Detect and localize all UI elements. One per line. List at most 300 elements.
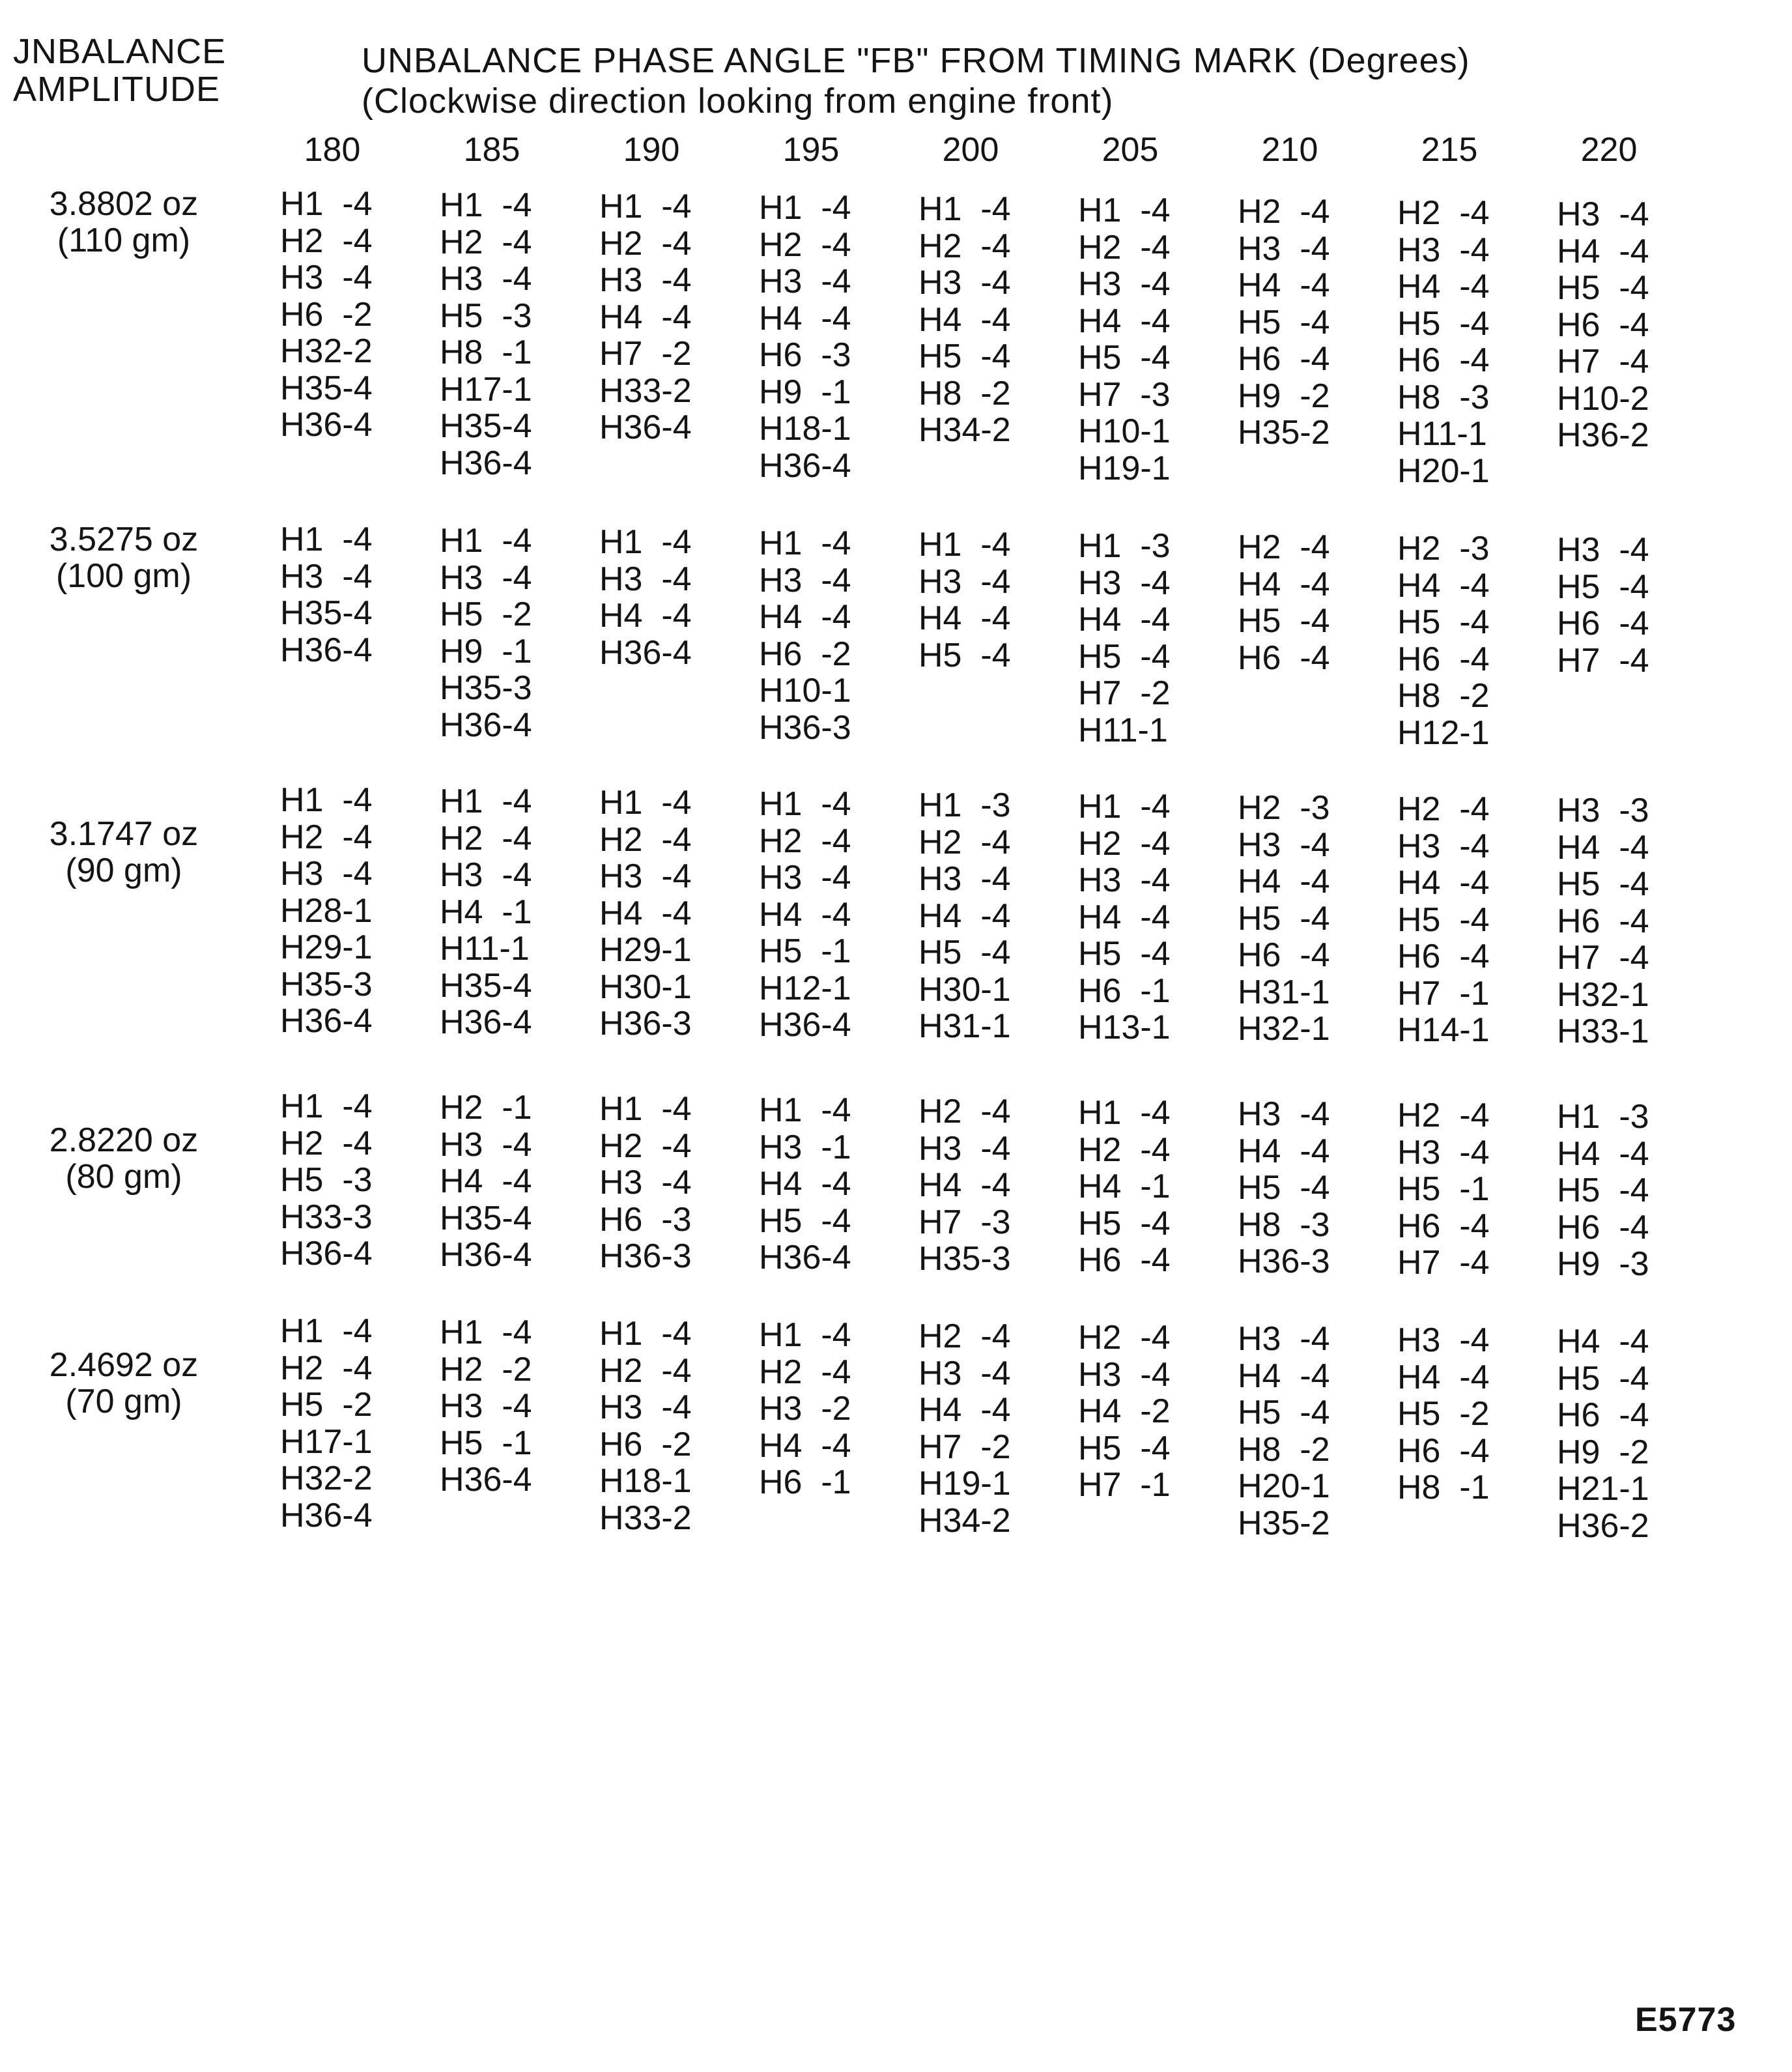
weight-entry: H2 -3: [1238, 789, 1330, 827]
weight-entry: H35-4: [440, 966, 532, 1005]
weight-entry: H32-2: [280, 1460, 373, 1497]
weight-entry: H1 -4: [759, 1316, 851, 1354]
weight-entry: H3 -4: [280, 855, 373, 893]
amplitude-oz: 3.1747 oz: [49, 815, 199, 853]
amplitude-label: [20, 186, 228, 259]
weight-entry: H6 -1: [1078, 971, 1171, 1010]
weight-entry: H6 -3: [599, 1200, 692, 1239]
weight-entry: H5 -4: [1238, 303, 1330, 341]
weight-entry: H6 -2: [759, 635, 851, 673]
weight-cell: [1078, 528, 1171, 749]
weight-entry: H6 -4: [1397, 938, 1490, 975]
weight-entry: H36-4: [280, 1496, 373, 1534]
weight-entry: H6 -4: [1557, 1208, 1649, 1246]
weight-cell: [759, 525, 851, 746]
weight-entry: H3 -4: [1238, 826, 1330, 864]
weight-entry: H36-3: [1238, 1243, 1330, 1280]
weight-cell: [1557, 532, 1649, 679]
weight-entry: H4 -4: [1238, 565, 1330, 603]
weight-entry: H4 -4: [1238, 863, 1330, 900]
weight-cell: [1397, 530, 1490, 751]
weight-entry: H32-1: [1557, 975, 1649, 1014]
weight-entry: H36-4: [440, 1236, 532, 1274]
weight-entry: H9 -3: [1557, 1245, 1649, 1283]
weight-entry: H5 -2: [1397, 1395, 1490, 1433]
angle-header: 200: [942, 131, 999, 169]
weight-entry: H1 -4: [599, 784, 692, 822]
weight-cell: [1557, 792, 1649, 1050]
phase-angle-title: [362, 40, 1470, 121]
weight-entry: H3 -4: [918, 1354, 1011, 1392]
weight-entry: H4 -4: [1557, 232, 1649, 270]
weight-entry: H3 -4: [1557, 531, 1649, 569]
weight-entry: H1 -3: [918, 786, 1011, 824]
weight-entry: H4 -4: [599, 894, 692, 932]
weight-entry: H21-1: [1557, 1470, 1649, 1508]
weight-entry: H4 -4: [759, 1165, 851, 1203]
weight-entry: H3 -4: [1238, 229, 1330, 268]
weight-cell: [280, 186, 373, 444]
weight-entry: H5 -4: [1397, 603, 1490, 641]
weight-entry: H5 -4: [1557, 568, 1649, 606]
weight-entry: H4 -4: [1397, 864, 1490, 902]
weight-entry: H3 -4: [759, 561, 851, 599]
weight-entry: H9 -2: [1238, 377, 1330, 415]
weight-cell: [1238, 529, 1330, 676]
weight-entry: H17-1: [280, 1422, 373, 1461]
weight-entry: H6 -4: [1397, 1432, 1490, 1470]
weight-entry: H8 -1: [440, 334, 532, 371]
weight-entry: H2 -4: [1238, 193, 1330, 231]
weight-entry: H1 -4: [918, 190, 1011, 228]
weight-entry: H5 -4: [918, 636, 1011, 674]
weight-entry: H3 -4: [1078, 265, 1171, 303]
weight-entry: H3 -4: [918, 1129, 1011, 1168]
weight-entry: H3 -4: [440, 1125, 532, 1164]
weight-entry: H12-1: [759, 969, 851, 1007]
phase-title-line1: UNBALANCE PHASE ANGLE "FB" FROM TIMING MARK (Degrees): [362, 41, 1470, 80]
angle-header: 205: [1102, 131, 1159, 169]
weight-entry: H33-2: [599, 371, 692, 410]
weight-entry: H32-1: [1238, 1010, 1330, 1048]
weight-entry: H3 -4: [1078, 1355, 1171, 1394]
weight-entry: H1 -3: [1078, 527, 1171, 565]
weight-entry: H1 -4: [1078, 1094, 1171, 1132]
weight-entry: H1 -4: [280, 521, 373, 558]
weight-cell: [918, 1093, 1011, 1278]
phase-title-line2: (Clockwise direction looking from engine front): [362, 81, 1114, 121]
weight-entry: H12-1: [1397, 713, 1490, 752]
weight-entry: H5 -4: [1078, 637, 1171, 676]
weight-entry: H4 -4: [1078, 302, 1171, 340]
weight-cell: [759, 1317, 851, 1501]
weight-entry: H5 -3: [280, 1161, 373, 1199]
weight-entry: H28-1: [280, 891, 373, 930]
weight-entry: H4 -4: [1557, 1323, 1649, 1360]
weight-cell: [918, 191, 1011, 449]
weight-entry: H29-1: [280, 928, 373, 966]
weight-entry: H4 -4: [759, 299, 851, 338]
weight-entry: H13-1: [1078, 1009, 1171, 1046]
weight-entry: H4 -1: [1078, 1168, 1171, 1205]
weight-entry: H4 -4: [918, 1166, 1011, 1204]
weight-entry: H3 -1: [759, 1128, 851, 1166]
weight-entry: H2 -4: [1078, 1319, 1171, 1357]
weight-entry: H2 -3: [1397, 530, 1490, 568]
weight-entry: H2 -4: [1078, 228, 1171, 266]
weight-entry: H4 -4: [1238, 1357, 1330, 1395]
weight-entry: H3 -4: [1078, 564, 1171, 602]
weight-cell: [599, 1316, 692, 1536]
weight-entry: H5 -4: [1238, 1169, 1330, 1207]
weight-entry: H7 -4: [1557, 641, 1649, 680]
weight-entry: H10-2: [1557, 379, 1649, 418]
weight-entry: H19-1: [1078, 449, 1171, 487]
weight-entry: H2 -4: [1397, 1097, 1490, 1134]
weight-entry: H30-1: [599, 968, 692, 1006]
amplitude-column-title: [13, 33, 226, 108]
weight-entry: H1 -4: [759, 189, 851, 227]
weight-entry: H2 -4: [280, 1124, 373, 1162]
weight-entry: H35-2: [1238, 1504, 1330, 1542]
weight-entry: H4 -4: [1238, 1132, 1330, 1170]
weight-entry: H18-1: [599, 1462, 692, 1500]
weight-entry: H4 -4: [1078, 898, 1171, 936]
weight-entry: H5 -4: [918, 934, 1011, 971]
weight-entry: H1 -4: [440, 522, 532, 560]
weight-entry: H5 -1: [759, 932, 851, 970]
weight-entry: H35-4: [280, 369, 373, 407]
weight-entry: H2 -4: [599, 1127, 692, 1165]
weight-entry: H10-1: [1078, 412, 1171, 450]
weight-entry: H4 -4: [759, 598, 851, 636]
weight-entry: H5 -4: [1397, 900, 1490, 939]
weight-entry: H3 -4: [440, 558, 532, 597]
weight-entry: H1 -3: [1557, 1098, 1649, 1136]
weight-entry: H3 -4: [759, 263, 851, 300]
weight-cell: [1078, 1095, 1171, 1279]
weight-entry: H1 -4: [280, 1312, 373, 1350]
weight-entry: H3 -4: [918, 264, 1011, 302]
weight-entry: H1 -4: [280, 781, 373, 819]
weight-entry: H6 -1: [759, 1463, 851, 1501]
weight-entry: H19-1: [918, 1465, 1011, 1503]
weight-entry: H4 -4: [918, 300, 1011, 339]
amplitude-gm: (80 gm): [65, 1158, 182, 1196]
weight-entry: H7 -1: [1397, 974, 1490, 1013]
weight-entry: H4 -4: [918, 1391, 1011, 1429]
weight-entry: H33-2: [599, 1499, 692, 1537]
weight-entry: H1 -4: [599, 1090, 692, 1128]
angle-header: 185: [463, 131, 520, 169]
weight-entry: H4 -4: [918, 897, 1011, 935]
weight-entry: H2 -4: [599, 1351, 692, 1390]
weight-cell: [440, 783, 532, 1041]
angle-header: 210: [1261, 131, 1318, 169]
weight-entry: H1 -4: [1078, 192, 1171, 229]
weight-entry: H14-1: [1397, 1011, 1490, 1049]
weight-entry: H1 -4: [440, 1314, 532, 1351]
weight-cell: [440, 523, 532, 743]
weight-cell: [280, 1088, 373, 1273]
weight-entry: H17-1: [440, 370, 532, 409]
weight-entry: H2 -4: [759, 1353, 851, 1391]
weight-cell: [759, 786, 851, 1044]
weight-cell: [599, 784, 692, 1043]
weight-entry: H2 -4: [280, 222, 373, 260]
weight-entry: H3 -4: [1397, 231, 1490, 269]
weight-entry: H3 -4: [1238, 1095, 1330, 1133]
weight-entry: H5 -1: [440, 1424, 532, 1462]
weight-entry: H4 -2: [1078, 1392, 1171, 1430]
amplitude-gm: (100 gm): [55, 557, 192, 595]
weight-cell: [1397, 195, 1490, 489]
weight-cell: [1557, 196, 1649, 454]
weight-cell: [440, 1314, 532, 1499]
weight-entry: H1 -4: [599, 188, 692, 225]
weight-entry: H1 -4: [1078, 788, 1171, 826]
weight-entry: H8 -2: [1397, 677, 1490, 715]
weight-entry: H2 -4: [599, 820, 692, 859]
weight-entry: H36-4: [759, 1239, 851, 1276]
weight-entry: H32-2: [280, 332, 373, 370]
weight-entry: H3 -4: [599, 857, 692, 895]
weight-entry: H18-1: [759, 410, 851, 448]
amplitude-label: [20, 521, 228, 594]
weight-cell: [1238, 790, 1330, 1048]
weight-entry: H36-4: [280, 1235, 373, 1273]
weight-entry: H2 -4: [918, 823, 1011, 861]
weight-entry: H9 -2: [1557, 1433, 1649, 1471]
weight-entry: H3 -4: [280, 259, 373, 296]
weight-cell: [1397, 1097, 1490, 1282]
weight-entry: H11-1: [440, 930, 530, 968]
weight-entry: H4 -4: [1397, 268, 1490, 306]
weight-entry: H4 -1: [440, 893, 532, 931]
weight-cell: [1557, 1099, 1649, 1283]
weight-entry: H3 -2: [759, 1390, 851, 1428]
weight-entry: H36-4: [759, 1006, 851, 1044]
weight-entry: H2 -4: [280, 1349, 373, 1387]
weight-entry: H4 -4: [1078, 601, 1171, 639]
weight-entry: H36-3: [759, 708, 851, 747]
weight-entry: H3 -4: [599, 560, 692, 598]
weight-entry: H7 -4: [1557, 939, 1649, 977]
weight-entry: H3 -4: [1238, 1320, 1330, 1358]
weight-entry: H35-4: [440, 1199, 532, 1237]
weight-entry: H6 -3: [759, 336, 851, 374]
weight-entry: H30-1: [918, 970, 1011, 1009]
angle-header: 180: [304, 131, 361, 169]
weight-entry: H7 -1: [1078, 1466, 1171, 1504]
weight-cell: [1078, 192, 1171, 487]
weight-entry: H36-4: [280, 406, 373, 444]
weight-entry: H8 -1: [1397, 1469, 1490, 1506]
weight-entry: H34-2: [918, 411, 1011, 449]
weight-entry: H7 -3: [1078, 375, 1171, 414]
weight-entry: H1 -4: [280, 185, 373, 223]
weight-entry: H5 -4: [1557, 1172, 1649, 1209]
weight-entry: H5 -4: [1078, 1204, 1171, 1243]
weight-entry: H36-4: [599, 633, 692, 672]
weight-entry: H6 -4: [1238, 936, 1330, 974]
weight-entry: H2 -4: [440, 223, 532, 261]
weight-entry: H5 -4: [1078, 339, 1171, 377]
weight-entry: H2 -4: [918, 1093, 1011, 1130]
weight-cell: [1078, 788, 1171, 1046]
weight-entry: H36-4: [440, 706, 532, 744]
weight-entry: H34-2: [918, 1501, 1011, 1540]
weight-entry: H33-3: [280, 1198, 373, 1236]
weight-entry: H6 -4: [1238, 340, 1330, 378]
weight-entry: H3 -4: [759, 859, 851, 897]
weight-entry: H6 -4: [1397, 640, 1490, 678]
weight-entry: H4 -4: [440, 1162, 532, 1200]
weight-entry: H8 -2: [918, 374, 1011, 412]
weight-entry: H8 -3: [1238, 1205, 1330, 1244]
weight-entry: H35-3: [918, 1240, 1011, 1278]
weight-entry: H4 -4: [1397, 566, 1490, 605]
amplitude-title-line2: AMPLITUDE: [13, 70, 221, 109]
weight-cell: [280, 521, 373, 669]
weight-entry: H4 -4: [1238, 266, 1330, 304]
weight-entry: H3 -4: [1078, 861, 1171, 899]
weight-entry: H1 -4: [759, 1091, 851, 1129]
amplitude-oz: 3.5275 oz: [49, 521, 199, 558]
weight-entry: H36-4: [440, 1003, 532, 1041]
weight-cell: [759, 1092, 851, 1276]
weight-cell: [440, 1089, 532, 1274]
weight-entry: H2 -4: [1078, 1130, 1171, 1169]
weight-entry: H35-3: [440, 669, 532, 707]
weight-entry: H3 -4: [1557, 195, 1649, 233]
weight-entry: H3 -4: [440, 1387, 532, 1425]
amplitude-oz: 2.8220 oz: [49, 1121, 199, 1159]
weight-entry: H2 -4: [1397, 790, 1490, 828]
weight-entry: H2 -4: [599, 224, 692, 263]
weight-entry: H36-2: [1557, 416, 1649, 454]
weight-entry: H11-1: [1397, 415, 1487, 453]
weight-entry: H36-4: [440, 444, 532, 482]
weight-cell: [1397, 791, 1490, 1049]
weight-entry: H3 -4: [1397, 1133, 1490, 1172]
weight-cell: [759, 190, 851, 484]
weight-entry: H10-1: [759, 672, 851, 710]
weight-entry: H6 -2: [280, 295, 373, 334]
amplitude-label: [20, 1122, 228, 1195]
weight-entry: H6 -4: [1397, 341, 1490, 379]
weight-entry: H29-1: [599, 931, 692, 969]
weight-entry: H4 -4: [1557, 828, 1649, 867]
weight-entry: H2 -4: [280, 818, 373, 856]
weight-entry: H2 -4: [1078, 824, 1171, 863]
weight-cell: [1238, 1096, 1330, 1280]
weight-cell: [1557, 1323, 1649, 1544]
angle-header: 215: [1421, 131, 1478, 169]
angle-header: 195: [782, 131, 840, 169]
weight-entry: H3 -4: [599, 261, 692, 299]
amplitude-gm: (110 gm): [57, 222, 191, 259]
weight-entry: H33-1: [1557, 1013, 1649, 1050]
weight-entry: H7 -4: [1397, 1244, 1490, 1282]
weight-entry: H6 -4: [1078, 1241, 1171, 1279]
weight-entry: H3 -4: [599, 1164, 692, 1201]
weight-entry: H35-2: [1238, 414, 1330, 452]
weight-entry: H7 -2: [599, 335, 692, 373]
weight-entry: H36-3: [599, 1005, 692, 1043]
amplitude-title-line1: JNBALANCE: [13, 32, 227, 71]
weight-entry: H35-4: [280, 594, 373, 632]
weight-entry: H3 -4: [1397, 1321, 1490, 1359]
amplitude-gm: (70 gm): [65, 1383, 182, 1420]
weight-entry: H2 -4: [918, 1317, 1011, 1355]
figure-code: E5773: [1635, 2001, 1737, 2039]
amplitude-label: [20, 816, 228, 889]
weight-entry: H8 -3: [1397, 378, 1490, 416]
weight-entry: H36-4: [280, 631, 373, 669]
weight-cell: [918, 526, 1011, 674]
weight-entry: H7 -4: [1557, 343, 1649, 381]
weight-entry: H5 -4: [1078, 1429, 1171, 1467]
weight-entry: H1 -4: [759, 525, 851, 562]
weight-entry: H5 -2: [440, 596, 532, 633]
angle-header: 190: [623, 131, 680, 169]
weight-entry: H9 -1: [440, 632, 532, 670]
weight-entry: H7 -3: [918, 1203, 1011, 1241]
amplitude-oz: 2.4692 oz: [49, 1346, 199, 1384]
weight-entry: H5 -4: [1557, 865, 1649, 903]
weight-entry: H1 -4: [440, 186, 532, 224]
weight-entry: H3 -4: [599, 1389, 692, 1426]
weight-cell: [280, 1313, 373, 1534]
weight-entry: H5 -4: [1397, 304, 1490, 343]
weight-entry: H7 -2: [918, 1428, 1011, 1466]
amplitude-oz: 3.8802 oz: [49, 185, 199, 223]
weight-cell: [1397, 1322, 1490, 1506]
weight-entry: H5 -2: [280, 1386, 373, 1424]
weight-entry: H1 -4: [440, 783, 532, 820]
weight-entry: H4 -4: [759, 895, 851, 934]
weight-entry: H3 -4: [280, 557, 373, 596]
weight-entry: H2 -4: [1238, 528, 1330, 566]
weight-entry: H5 -4: [1238, 899, 1330, 938]
weight-entry: H1 -4: [918, 526, 1011, 564]
weight-entry: H6 -4: [1238, 639, 1330, 677]
weight-entry: H5 -4: [918, 338, 1011, 375]
weight-entry: H6 -4: [1557, 1396, 1649, 1434]
weight-entry: H36-4: [599, 409, 692, 446]
weight-entry: H20-1: [1397, 452, 1490, 490]
weight-entry: H36-4: [440, 1461, 532, 1499]
weight-entry: H3 -3: [1557, 792, 1649, 829]
amplitude-gm: (90 gm): [65, 852, 182, 889]
weight-cell: [918, 1318, 1011, 1539]
weight-cell: [440, 187, 532, 482]
weight-cell: [599, 1091, 692, 1275]
weight-entry: H6 -4: [1557, 605, 1649, 642]
weight-entry: H4 -4: [599, 597, 692, 635]
weight-entry: H35-3: [280, 965, 373, 1003]
weight-entry: H8 -2: [1238, 1430, 1330, 1469]
weight-entry: H4 -4: [918, 599, 1011, 637]
amplitude-label: [20, 1347, 228, 1420]
weight-entry: H9 -1: [759, 373, 851, 411]
weight-entry: H2 -1: [440, 1089, 532, 1127]
weight-entry: H5 -4: [1557, 269, 1649, 307]
weight-entry: H2 -4: [1397, 194, 1490, 232]
weight-cell: [599, 524, 692, 671]
weight-entry: H5 -4: [1238, 602, 1330, 640]
